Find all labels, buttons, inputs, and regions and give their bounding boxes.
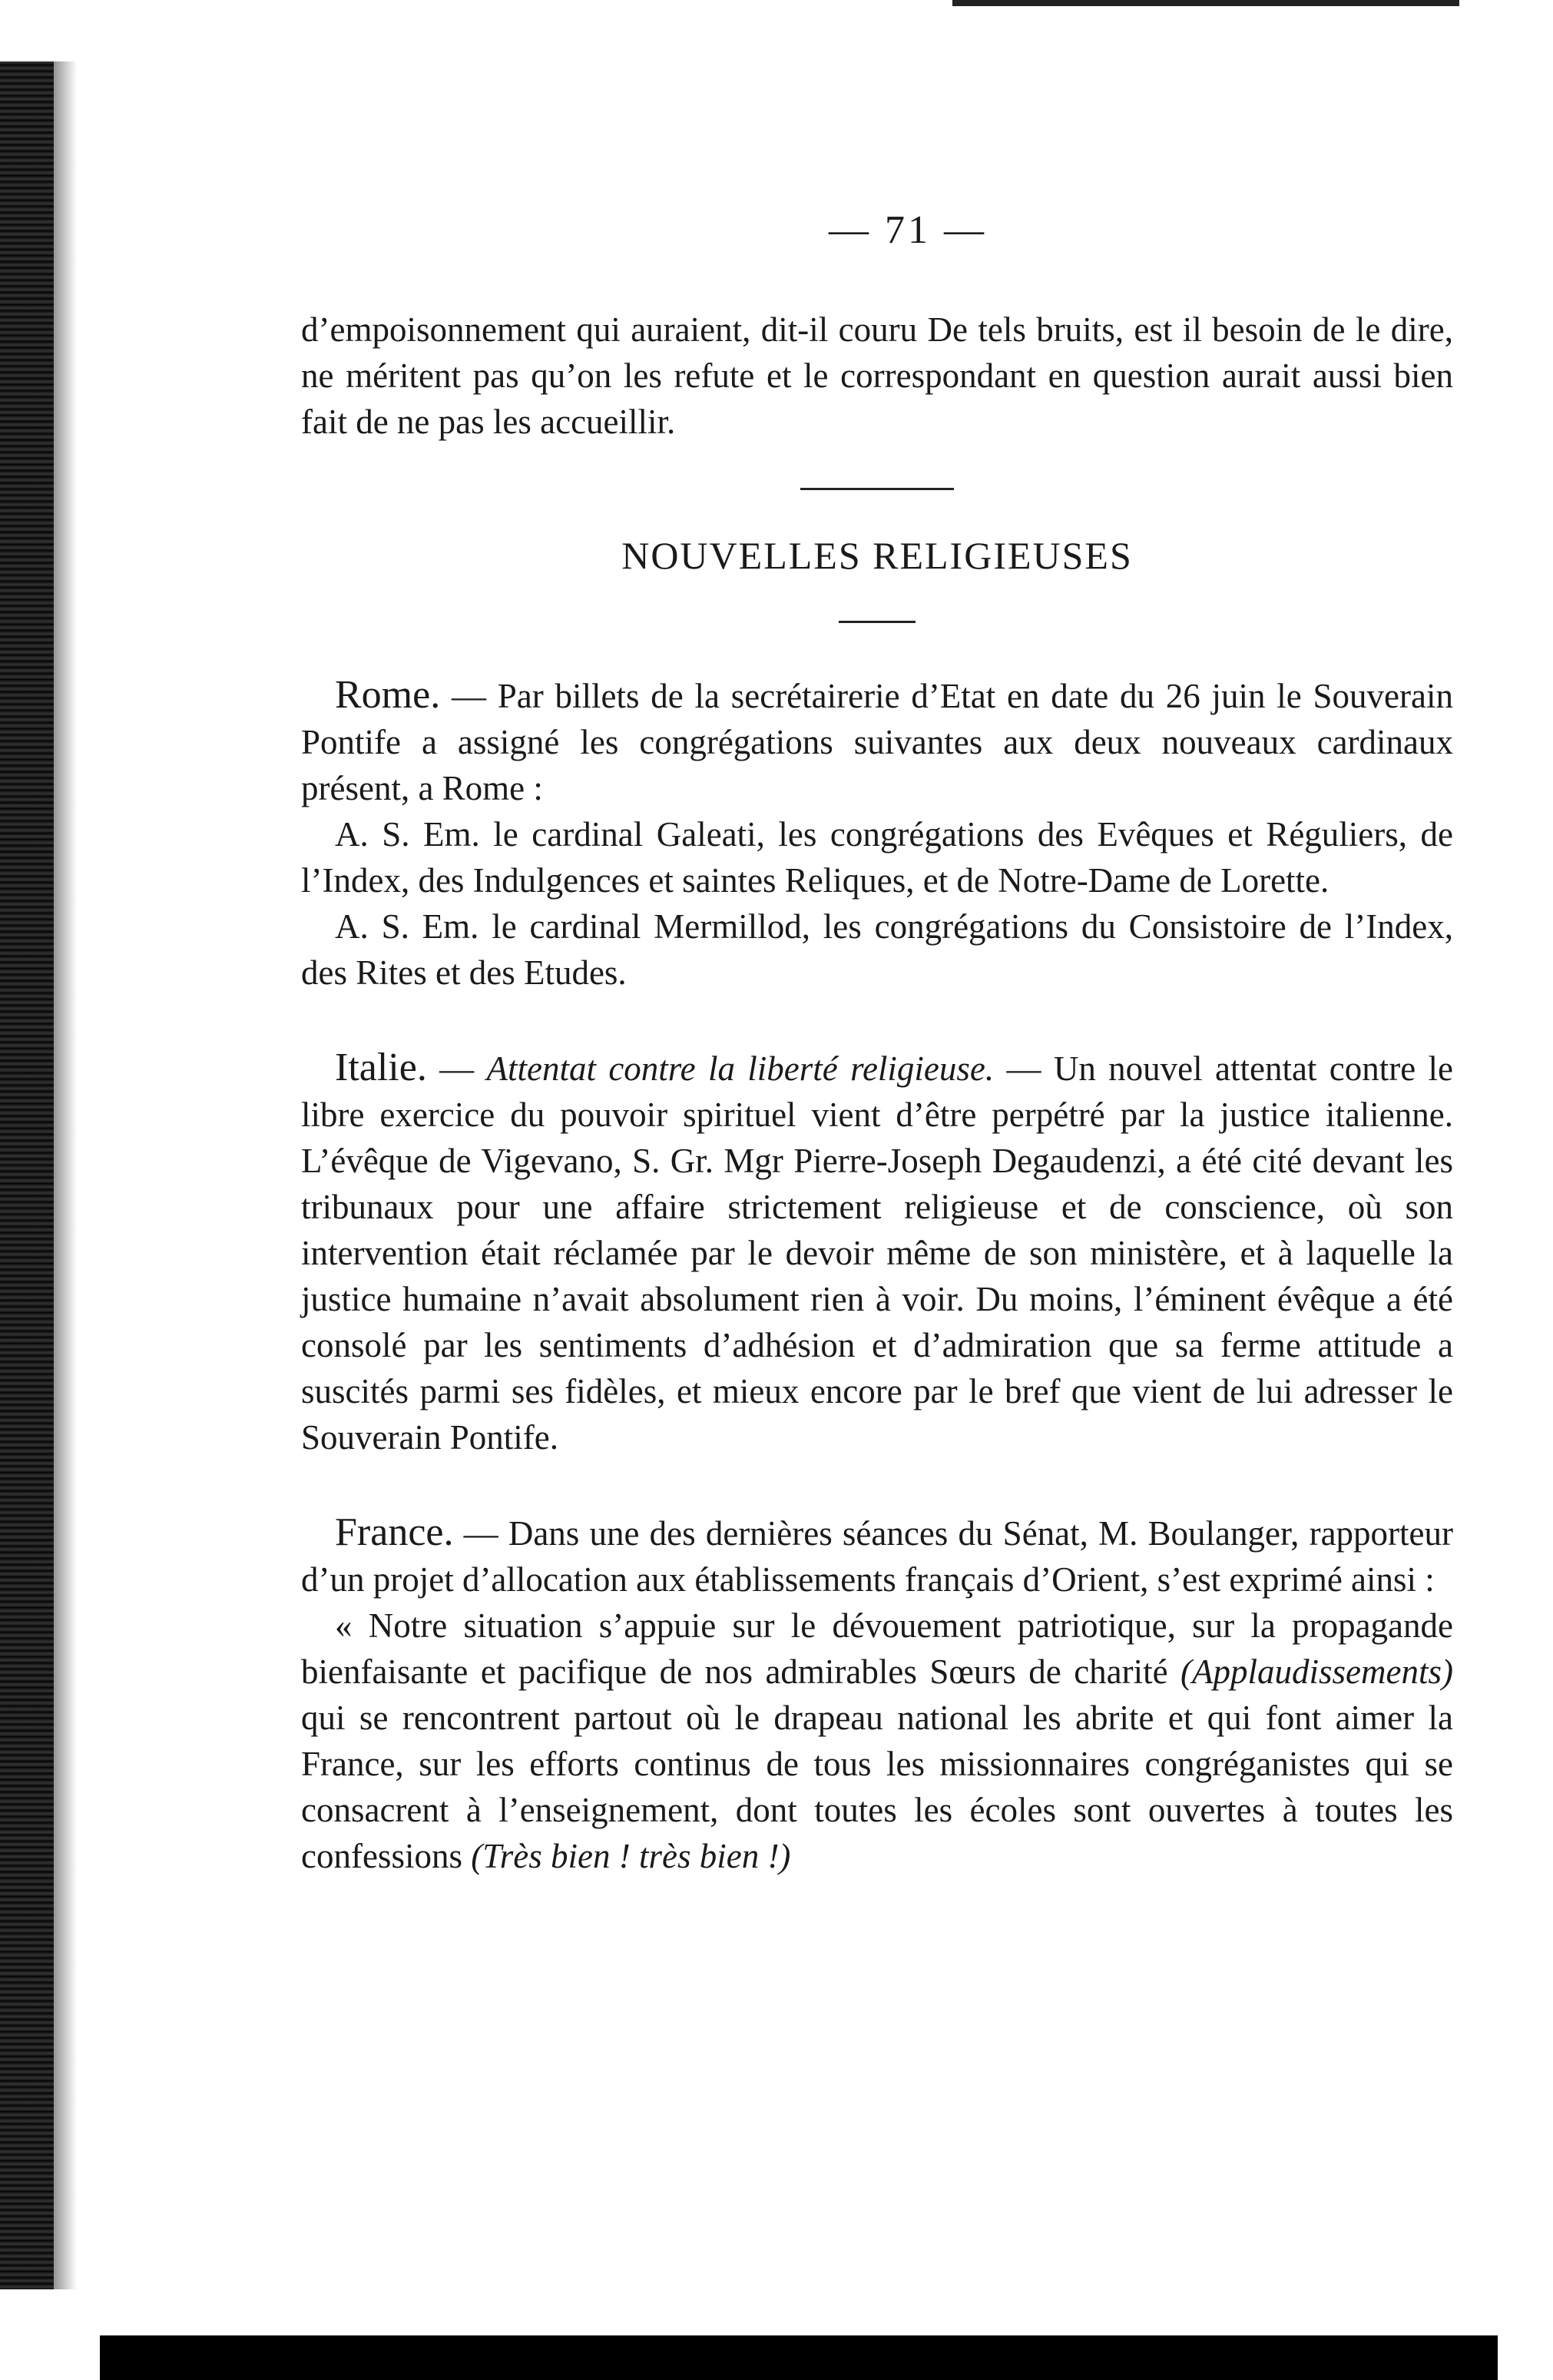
binding-edge — [0, 61, 54, 2289]
italie-paragraph — [301, 1045, 1453, 1460]
france-quote-a: « Notre situation s’appuie sur le dévouement patriotique, sur la propagande bienfaisante et pacifique de nos admirables Sœurs de charité — [301, 1606, 1453, 1691]
scan-top-edge — [952, 0, 1459, 6]
page-number: — 71 — — [829, 208, 987, 252]
section-title: NOUVELLES RELIGIEUSES — [621, 534, 1133, 577]
rome-text: — Par billets de la secrétairerie d’Etat en date du 26 juin le Souverain Pontife a assigné les congrégations suivantes aux deux nouveaux cardinaux présent, a Rome : — [301, 677, 1453, 807]
france-applause: (Applaudissements) — [1180, 1652, 1453, 1691]
rome-section — [301, 672, 1453, 996]
document-page — [301, 207, 1453, 1879]
rome-mermillod: A. S. Em. le cardinal Mermillod, les congrégations du Consistoire de l’Index, des Rites et des Etudes. — [301, 907, 1453, 992]
divider-rule-short — [839, 621, 916, 623]
rome-heading: Rome. — [335, 673, 441, 717]
binding-shadow — [54, 61, 77, 2289]
italie-section — [301, 1045, 1453, 1460]
scan-bottom-edge — [100, 2335, 1498, 2380]
rome-paragraph — [301, 672, 1453, 811]
italie-text: — Un nouvel attentat contre le libre exercice du pouvoir spirituel vient d’être perpétré par la justice italienne. L’évêque de Vigevano, S. Gr. Mgr Pierre-Joseph Degaudenzi, a été cité devant les tribunaux pour une affaire strictement religieuse et de conscience, où son intervention était réclamée par le devoir même de son ministère, et à laquelle la justice humaine n’avait absolument rien à voir. Du moins, l’éminent évêque a été consolé par les sentiments d’adhésion et d’admiration que sa ferme attitude a suscités parmi ses fidèles, et mieux encore par le bref que vient de lui adresser le Souverain Pontife. — [301, 1049, 1454, 1457]
divider-rule — [800, 488, 954, 490]
france-quote-b: qui se rencontrent partout où le drapeau national les abrite et qui font aimer la France, sur les efforts continus de tous les missionnaires congréganistes qui se consacrent à l’enseignement, dont toutes les écoles sont ouvertes à toutes les confessions — [301, 1699, 1453, 1875]
intro-paragraph: d’empoisonnement qui auraient, dit-il couru De tels bruits, est il besoin de le dire, ne méritent pas qu’on les refute et le correspondant en question aurait aussi bien fait de ne pas les accueillir. — [301, 310, 1453, 441]
rome-galeati: A. S. Em. le cardinal Galeati, les congrégations des Evêques et Réguliers, de l’Index, des Indulgences et saintes Reliques, et de Notre-Dame de Lorette. — [301, 815, 1453, 900]
france-text: — Dans une des dernières séances du Sénat, M. Boulanger, rapporteur d’un projet d’allocation aux établissements français d’Orient, s’est exprimé ainsi : — [301, 1514, 1453, 1599]
italie-subtitle: Attentat contre la liberté religieuse. — [486, 1049, 995, 1088]
italie-heading: Italie. — [335, 1046, 427, 1089]
france-section — [301, 1510, 1453, 1879]
italie-dash: — — [426, 1049, 487, 1088]
france-heading: France. — [335, 1510, 454, 1554]
france-paragraph — [301, 1510, 1453, 1603]
france-tres-bien: (Très bien ! très bien !) — [471, 1837, 791, 1875]
france-quote — [301, 1603, 1453, 1879]
